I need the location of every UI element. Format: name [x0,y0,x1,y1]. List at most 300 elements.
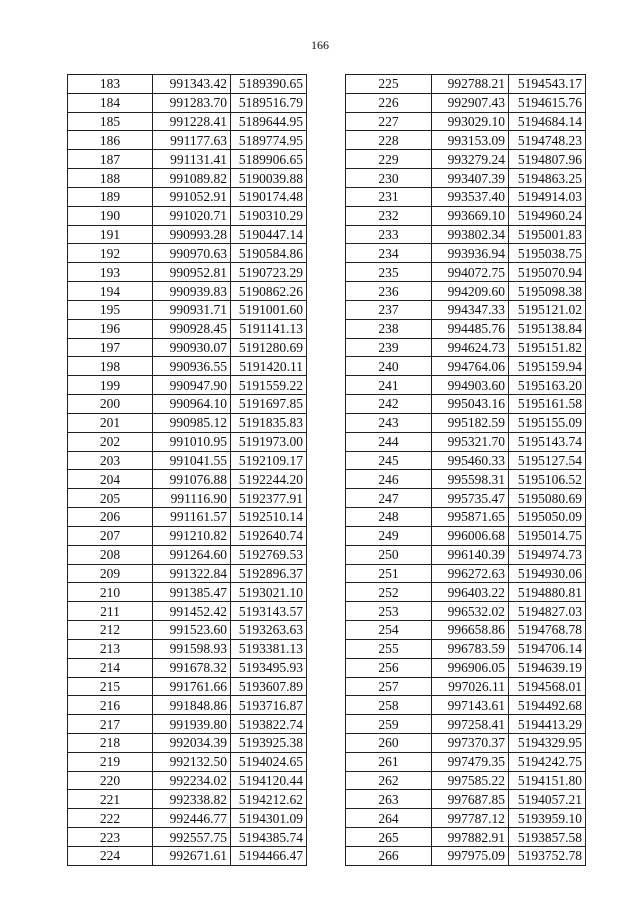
point-number-cell: 232 [346,206,432,225]
table-row [346,432,586,451]
point-number-cell: 248 [346,508,432,527]
table-row [68,508,307,527]
y-coordinate-cell: 5195159.94 [509,357,586,376]
x-coordinate-cell: 993802.34 [432,225,509,244]
y-coordinate-cell: 5195080.69 [509,489,586,508]
x-coordinate-cell: 991761.66 [153,677,231,696]
y-coordinate-cell: 5190447.14 [231,225,307,244]
point-number-cell: 189 [68,187,153,206]
point-number-cell: 227 [346,112,432,131]
y-coordinate-cell: 5195001.83 [509,225,586,244]
point-number-cell: 247 [346,489,432,508]
x-coordinate-cell: 994903.60 [432,376,509,395]
y-coordinate-cell: 5194120.44 [231,771,307,790]
y-coordinate-cell: 5193822.74 [231,715,307,734]
point-number-cell: 251 [346,564,432,583]
x-coordinate-cell: 990930.07 [153,338,231,357]
x-coordinate-cell: 990928.45 [153,319,231,338]
point-number-cell: 219 [68,752,153,771]
x-coordinate-cell: 993407.39 [432,169,509,188]
y-coordinate-cell: 5192510.14 [231,508,307,527]
y-coordinate-cell: 5193143.57 [231,602,307,621]
y-coordinate-cell: 5192640.74 [231,526,307,545]
table-row [68,319,307,338]
point-number-cell: 211 [68,602,153,621]
table-row [68,338,307,357]
y-coordinate-cell: 5195161.58 [509,395,586,414]
x-coordinate-cell: 991452.42 [153,602,231,621]
table-row [68,677,307,696]
table-row [68,715,307,734]
y-coordinate-cell: 5195014.75 [509,526,586,545]
y-coordinate-cell: 5190174.48 [231,187,307,206]
table-row [68,75,307,94]
table-row [68,639,307,658]
table-row [68,771,307,790]
table-row [68,376,307,395]
x-coordinate-cell: 995182.59 [432,413,509,432]
x-coordinate-cell: 996658.86 [432,621,509,640]
point-number-cell: 257 [346,677,432,696]
x-coordinate-cell: 991343.42 [153,75,231,94]
x-coordinate-cell: 996006.68 [432,526,509,545]
y-coordinate-cell: 5194807.96 [509,150,586,169]
table-row [346,621,586,640]
table-row [346,206,586,225]
y-coordinate-cell: 5195155.09 [509,413,586,432]
table-row [346,395,586,414]
y-coordinate-cell: 5194466.47 [231,846,307,865]
y-coordinate-cell: 5190584.86 [231,244,307,263]
x-coordinate-cell: 996272.63 [432,564,509,583]
point-number-cell: 264 [346,809,432,828]
table-row [68,828,307,847]
coordinates-table-right [345,74,586,866]
point-number-cell: 254 [346,621,432,640]
point-number-cell: 265 [346,828,432,847]
table-row [68,658,307,677]
point-number-cell: 242 [346,395,432,414]
y-coordinate-cell: 5192896.37 [231,564,307,583]
x-coordinate-cell: 991385.47 [153,583,231,602]
point-number-cell: 185 [68,112,153,131]
point-number-cell: 204 [68,470,153,489]
point-number-cell: 260 [346,733,432,752]
table-row [68,263,307,282]
point-number-cell: 223 [68,828,153,847]
x-coordinate-cell: 997687.85 [432,790,509,809]
table-row [68,93,307,112]
x-coordinate-cell: 996532.02 [432,602,509,621]
table-row [68,395,307,414]
table-row [68,809,307,828]
y-coordinate-cell: 5189516.79 [231,93,307,112]
point-number-cell: 221 [68,790,153,809]
x-coordinate-cell: 991283.70 [153,93,231,112]
table-row [68,300,307,319]
x-coordinate-cell: 995735.47 [432,489,509,508]
y-coordinate-cell: 5195151.82 [509,338,586,357]
table-row [346,282,586,301]
table-row [346,771,586,790]
point-number-cell: 217 [68,715,153,734]
table-row [346,639,586,658]
y-coordinate-cell: 5194568.01 [509,677,586,696]
point-number-cell: 193 [68,263,153,282]
point-number-cell: 214 [68,658,153,677]
y-coordinate-cell: 5194329.95 [509,733,586,752]
point-number-cell: 196 [68,319,153,338]
y-coordinate-cell: 5192109.17 [231,451,307,470]
table-row [68,790,307,809]
table-row [346,583,586,602]
point-number-cell: 241 [346,376,432,395]
point-number-cell: 234 [346,244,432,263]
point-number-cell: 231 [346,187,432,206]
x-coordinate-cell: 994624.73 [432,338,509,357]
y-coordinate-cell: 5194151.80 [509,771,586,790]
table-row [346,112,586,131]
y-coordinate-cell: 5190723.29 [231,263,307,282]
x-coordinate-cell: 997258.41 [432,715,509,734]
point-number-cell: 262 [346,771,432,790]
table-row [346,677,586,696]
y-coordinate-cell: 5194385.74 [231,828,307,847]
table-row [68,282,307,301]
y-coordinate-cell: 5194880.81 [509,583,586,602]
table-row [346,696,586,715]
y-coordinate-cell: 5194057.21 [509,790,586,809]
table-row [68,112,307,131]
x-coordinate-cell: 994347.33 [432,300,509,319]
y-coordinate-cell: 5191835.83 [231,413,307,432]
point-number-cell: 192 [68,244,153,263]
table-row [346,790,586,809]
table-row [68,846,307,865]
y-coordinate-cell: 5194301.09 [231,809,307,828]
point-number-cell: 186 [68,131,153,150]
table-row [68,526,307,545]
y-coordinate-cell: 5192377.91 [231,489,307,508]
table-row [68,696,307,715]
x-coordinate-cell: 991041.55 [153,451,231,470]
table-row [346,93,586,112]
point-number-cell: 206 [68,508,153,527]
point-number-cell: 252 [346,583,432,602]
y-coordinate-cell: 5193716.87 [231,696,307,715]
table-row [346,300,586,319]
x-coordinate-cell: 995043.16 [432,395,509,414]
point-number-cell: 225 [346,75,432,94]
table-row [346,413,586,432]
x-coordinate-cell: 993936.94 [432,244,509,263]
x-coordinate-cell: 992338.82 [153,790,231,809]
y-coordinate-cell: 5192244.20 [231,470,307,489]
point-number-cell: 239 [346,338,432,357]
y-coordinate-cell: 5194212.62 [231,790,307,809]
y-coordinate-cell: 5190862.26 [231,282,307,301]
y-coordinate-cell: 5191559.22 [231,376,307,395]
point-number-cell: 205 [68,489,153,508]
x-coordinate-cell: 992671.61 [153,846,231,865]
x-coordinate-cell: 992446.77 [153,809,231,828]
x-coordinate-cell: 996906.05 [432,658,509,677]
point-number-cell: 212 [68,621,153,640]
x-coordinate-cell: 992034.39 [153,733,231,752]
table-row [346,131,586,150]
y-coordinate-cell: 5195143.74 [509,432,586,451]
y-coordinate-cell: 5194492.68 [509,696,586,715]
point-number-cell: 245 [346,451,432,470]
table-row [346,338,586,357]
x-coordinate-cell: 993669.10 [432,206,509,225]
x-coordinate-cell: 992557.75 [153,828,231,847]
table-row [68,733,307,752]
table-row [68,583,307,602]
x-coordinate-cell: 997370.37 [432,733,509,752]
x-coordinate-cell: 994072.75 [432,263,509,282]
y-coordinate-cell: 5190310.29 [231,206,307,225]
point-number-cell: 228 [346,131,432,150]
point-number-cell: 207 [68,526,153,545]
y-coordinate-cell: 5193607.89 [231,677,307,696]
y-coordinate-cell: 5191420.11 [231,357,307,376]
y-coordinate-cell: 5193021.10 [231,583,307,602]
table-row [346,545,586,564]
x-coordinate-cell: 991020.71 [153,206,231,225]
point-number-cell: 218 [68,733,153,752]
table-row [346,244,586,263]
table-row [346,451,586,470]
point-number-cell: 263 [346,790,432,809]
point-number-cell: 255 [346,639,432,658]
y-coordinate-cell: 5195127.54 [509,451,586,470]
point-number-cell: 213 [68,639,153,658]
x-coordinate-cell: 997143.61 [432,696,509,715]
y-coordinate-cell: 5195106.52 [509,470,586,489]
table-row [346,733,586,752]
y-coordinate-cell: 5195138.84 [509,319,586,338]
table-row [68,489,307,508]
table-row [68,169,307,188]
x-coordinate-cell: 990970.63 [153,244,231,263]
y-coordinate-cell: 5191973.00 [231,432,307,451]
y-coordinate-cell: 5190039.88 [231,169,307,188]
point-number-cell: 253 [346,602,432,621]
x-coordinate-cell: 996403.22 [432,583,509,602]
x-coordinate-cell: 992788.21 [432,75,509,94]
y-coordinate-cell: 5194914.03 [509,187,586,206]
x-coordinate-cell: 990939.83 [153,282,231,301]
y-coordinate-cell: 5193263.63 [231,621,307,640]
y-coordinate-cell: 5194748.23 [509,131,586,150]
y-coordinate-cell: 5193752.78 [509,846,586,865]
table-row [68,564,307,583]
y-coordinate-cell: 5194615.76 [509,93,586,112]
y-coordinate-cell: 5194706.14 [509,639,586,658]
y-coordinate-cell: 5193495.93 [231,658,307,677]
point-number-cell: 233 [346,225,432,244]
point-number-cell: 197 [68,338,153,357]
x-coordinate-cell: 997479.35 [432,752,509,771]
table-row [346,508,586,527]
table-row [346,225,586,244]
y-coordinate-cell: 5191280.69 [231,338,307,357]
y-coordinate-cell: 5194827.03 [509,602,586,621]
x-coordinate-cell: 993153.09 [432,131,509,150]
x-coordinate-cell: 991848.86 [153,696,231,715]
x-coordinate-cell: 992132.50 [153,752,231,771]
x-coordinate-cell: 991076.88 [153,470,231,489]
x-coordinate-cell: 995321.70 [432,432,509,451]
table-row [346,526,586,545]
x-coordinate-cell: 990952.81 [153,263,231,282]
x-coordinate-cell: 991678.32 [153,658,231,677]
y-coordinate-cell: 5189390.65 [231,75,307,94]
y-coordinate-cell: 5191141.13 [231,319,307,338]
y-coordinate-cell: 5191001.60 [231,300,307,319]
table-row [346,470,586,489]
table-row [346,658,586,677]
point-number-cell: 261 [346,752,432,771]
point-number-cell: 216 [68,696,153,715]
y-coordinate-cell: 5195163.20 [509,376,586,395]
x-coordinate-cell: 991161.57 [153,508,231,527]
x-coordinate-cell: 997026.11 [432,677,509,696]
x-coordinate-cell: 996140.39 [432,545,509,564]
point-number-cell: 226 [346,93,432,112]
x-coordinate-cell: 996783.59 [432,639,509,658]
point-number-cell: 266 [346,846,432,865]
point-number-cell: 215 [68,677,153,696]
x-coordinate-cell: 992234.02 [153,771,231,790]
y-coordinate-cell: 5193857.58 [509,828,586,847]
table-row [68,621,307,640]
y-coordinate-cell: 5193381.13 [231,639,307,658]
x-coordinate-cell: 991010.95 [153,432,231,451]
table-row [68,187,307,206]
table-row [68,545,307,564]
point-number-cell: 246 [346,470,432,489]
point-number-cell: 198 [68,357,153,376]
table-row [346,715,586,734]
y-coordinate-cell: 5194768.78 [509,621,586,640]
x-coordinate-cell: 997787.12 [432,809,509,828]
point-number-cell: 220 [68,771,153,790]
y-coordinate-cell: 5192769.53 [231,545,307,564]
point-number-cell: 191 [68,225,153,244]
x-coordinate-cell: 990985.12 [153,413,231,432]
x-coordinate-cell: 991052.91 [153,187,231,206]
y-coordinate-cell: 5189644.95 [231,112,307,131]
y-coordinate-cell: 5194974.73 [509,545,586,564]
point-number-cell: 237 [346,300,432,319]
point-number-cell: 210 [68,583,153,602]
y-coordinate-cell: 5194413.29 [509,715,586,734]
table-row [346,319,586,338]
y-coordinate-cell: 5189906.65 [231,150,307,169]
table-row [68,752,307,771]
x-coordinate-cell: 993279.24 [432,150,509,169]
x-coordinate-cell: 991523.60 [153,621,231,640]
x-coordinate-cell: 991939.80 [153,715,231,734]
table-row [346,187,586,206]
table-row [346,602,586,621]
x-coordinate-cell: 995598.31 [432,470,509,489]
x-coordinate-cell: 991210.82 [153,526,231,545]
table-row [68,357,307,376]
y-coordinate-cell: 5194242.75 [509,752,586,771]
point-number-cell: 256 [346,658,432,677]
x-coordinate-cell: 994209.60 [432,282,509,301]
x-coordinate-cell: 991322.84 [153,564,231,583]
point-number-cell: 224 [68,846,153,865]
x-coordinate-cell: 997882.91 [432,828,509,847]
table-row [346,846,586,865]
table-row [346,150,586,169]
point-number-cell: 243 [346,413,432,432]
table-row [346,75,586,94]
x-coordinate-cell: 993537.40 [432,187,509,206]
table-row [68,413,307,432]
table-row [68,470,307,489]
point-number-cell: 208 [68,545,153,564]
table-row [68,432,307,451]
table-row [346,489,586,508]
x-coordinate-cell: 991089.82 [153,169,231,188]
x-coordinate-cell: 993029.10 [432,112,509,131]
x-coordinate-cell: 991264.60 [153,545,231,564]
point-number-cell: 187 [68,150,153,169]
point-number-cell: 258 [346,696,432,715]
x-coordinate-cell: 997975.09 [432,846,509,865]
point-number-cell: 190 [68,206,153,225]
y-coordinate-cell: 5194863.25 [509,169,586,188]
point-number-cell: 250 [346,545,432,564]
table-row [68,150,307,169]
y-coordinate-cell: 5194684.14 [509,112,586,131]
y-coordinate-cell: 5194024.65 [231,752,307,771]
y-coordinate-cell: 5195038.75 [509,244,586,263]
y-coordinate-cell: 5193925.38 [231,733,307,752]
point-number-cell: 201 [68,413,153,432]
point-number-cell: 184 [68,93,153,112]
y-coordinate-cell: 5193959.10 [509,809,586,828]
x-coordinate-cell: 991131.41 [153,150,231,169]
coordinates-table-left [67,74,307,866]
point-number-cell: 235 [346,263,432,282]
table-row [346,376,586,395]
y-coordinate-cell: 5195070.94 [509,263,586,282]
x-coordinate-cell: 994485.76 [432,319,509,338]
table-row [346,809,586,828]
point-number-cell: 202 [68,432,153,451]
point-number-cell: 183 [68,75,153,94]
y-coordinate-cell: 5194543.17 [509,75,586,94]
x-coordinate-cell: 991116.90 [153,489,231,508]
x-coordinate-cell: 990993.28 [153,225,231,244]
point-number-cell: 249 [346,526,432,545]
y-coordinate-cell: 5195121.02 [509,300,586,319]
table-row [68,451,307,470]
x-coordinate-cell: 991598.93 [153,639,231,658]
page-number: 166 [311,38,329,52]
x-coordinate-cell: 990931.71 [153,300,231,319]
table-row [346,357,586,376]
table-row [68,602,307,621]
table-row [68,225,307,244]
y-coordinate-cell: 5194930.06 [509,564,586,583]
